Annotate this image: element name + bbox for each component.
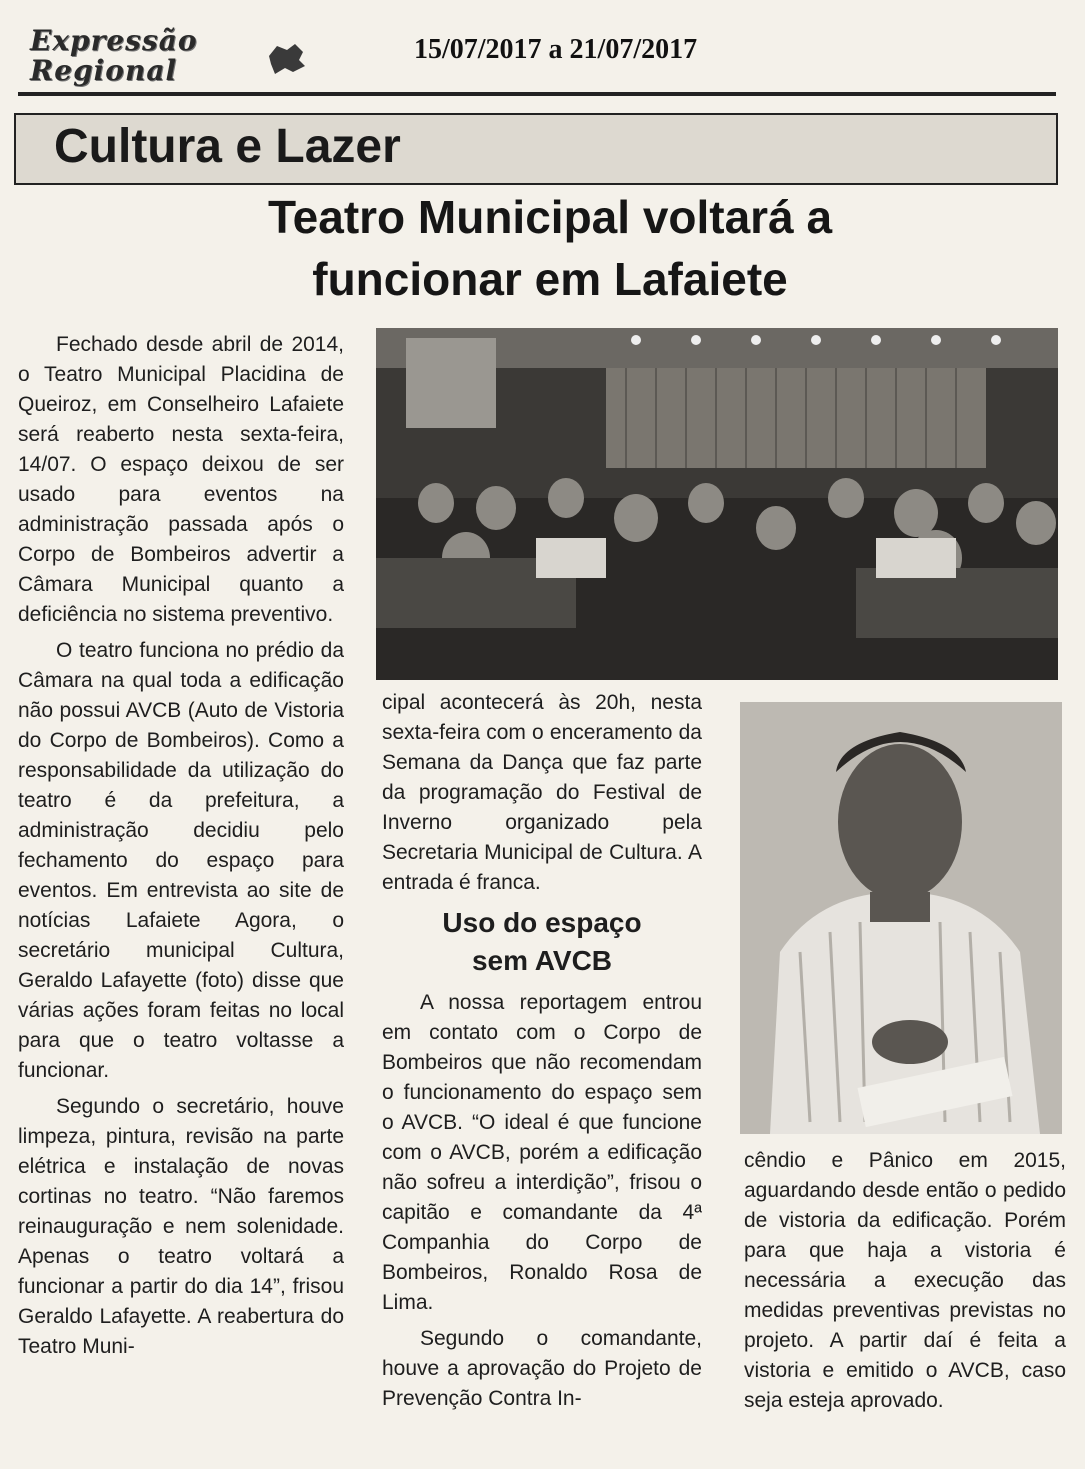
paragraph: Fechado desde abril de 2014, o Teatro Municipal Placidina de Queiroz, em Conselheiro Lafaiete será reaberto nesta sexta-feira, 14/07. O espaço deixou de ser usado para eventos na administração passada após o Corpo de Bombeiros advertir a Câmara Municipal quanto a deficiência no sistema preventivo. bbox=[18, 333, 344, 626]
state-map-icon bbox=[265, 42, 307, 76]
secretary-portrait-photo bbox=[740, 702, 1062, 1134]
newspaper-logo bbox=[30, 26, 260, 88]
paragraph: cêndio e Pânico em 2015, aguardando desde então o pedido de vistoria da edificação. Porém para que haja a vistoria é necessária a execução das medidas preventivas previstas no projeto. A partir daí é feita a vistoria e emitido o AVCB, caso seja esteja aprovado. bbox=[744, 1149, 1066, 1412]
article-column-2 bbox=[382, 688, 702, 1466]
article-headline bbox=[120, 186, 980, 310]
masthead bbox=[18, 22, 1058, 92]
paragraph: O teatro funciona no prédio da Câmara na qual toda a edificação não possui AVCB (Auto de Vistoria do Corpo de Bombeiros). Como a responsabilidade da utilização do teatro é da prefeitura, a administração decidiu pelo fechamento do espaço para eventos. Em entrevista ao site de notícias Lafaiete Agora, o secretário municipal Cultura, Geraldo Lafayette (foto) disse que várias ações foram feitas no local para que o teatro voltasse a funcionar. bbox=[18, 639, 344, 1082]
logo-line1: Expressão bbox=[30, 24, 198, 57]
headline-line2: funcionar em Lafaiete bbox=[312, 253, 788, 305]
section-title: Cultura e Lazer bbox=[54, 120, 401, 173]
logo-line2: Regional bbox=[30, 54, 178, 87]
article-column-3 bbox=[744, 1146, 1066, 1466]
section-banner bbox=[14, 113, 1058, 185]
paragraph: Segundo o secretário, houve limpeza, pintura, revisão na parte elétrica e instalação de novas cortinas no teatro. “Não faremos reinauguração e nem solenidade. Apenas o teatro voltará a funcionar a partir do dia 14”, frisou Geraldo Lafayette. A reabertura do Teatro Muni- bbox=[18, 1095, 344, 1358]
masthead-rule bbox=[18, 92, 1056, 96]
paragraph: A nossa reportagem entrou em contato com o Corpo de Bombeiros que não recomendam o funcionamento do espaço sem o AVCB. “O ideal é que funcione com o AVCB, porém a edificação não sofreu a interdição”, frisou o capitão e comandante da 4ª Companhia do Corpo de Bombeiros, Ronaldo Rosa de Lima. bbox=[382, 991, 702, 1314]
subheading bbox=[382, 904, 702, 980]
headline-line1: Teatro Municipal voltará a bbox=[267, 191, 833, 243]
paragraph: cipal acontecerá às 20h, nesta sexta-feira com o enceramento da Semana da Dança que faz parte da programação do Festival de Inverno organizado pela Secretaria Municipal de Cultura. A entrada é franca. bbox=[382, 691, 702, 894]
article-column-1 bbox=[18, 330, 344, 1466]
paragraph: Segundo o comandante, houve a aprovação do Projeto de Prevenção Contra In- bbox=[382, 1327, 702, 1410]
subheading-line1: Uso do espaço bbox=[442, 907, 642, 938]
subheading-line2: sem AVCB bbox=[471, 945, 613, 976]
issue-dates: 15/07/2017 a 21/07/2017 bbox=[408, 34, 703, 66]
theater-audience-photo bbox=[376, 328, 1058, 680]
